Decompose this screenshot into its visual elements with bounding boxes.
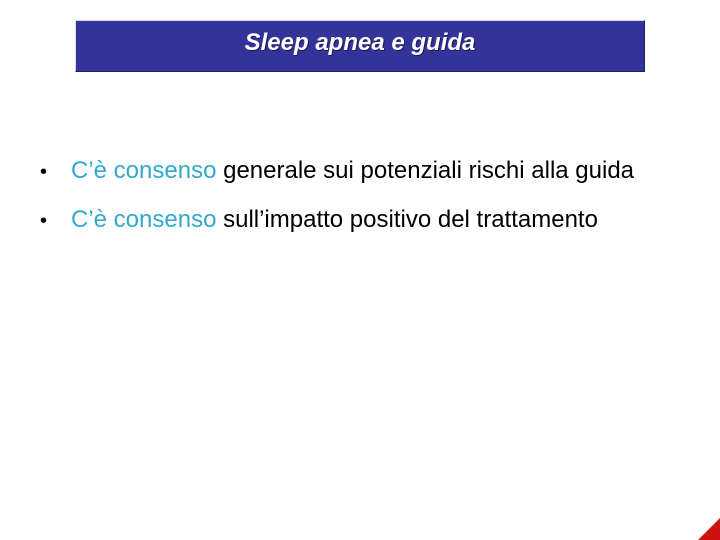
bullet-list — [40, 155, 680, 253]
bullet-marker: • — [40, 161, 48, 183]
bullet-text: sull’impatto positivo del trattamento — [216, 206, 598, 233]
slide-title: Sleep apnea e guida — [244, 29, 476, 56]
slide-title-bar — [75, 20, 645, 72]
bullet-item — [40, 204, 680, 236]
bullet-text: generale sui potenziali rischi alla guida — [216, 157, 635, 184]
corner-triangle-icon — [698, 518, 720, 540]
bullet-item — [40, 155, 680, 187]
bullet-marker: • — [40, 210, 48, 232]
bullet-highlight: C’è consenso — [71, 206, 217, 233]
bullet-highlight: C’è consenso — [71, 157, 217, 184]
